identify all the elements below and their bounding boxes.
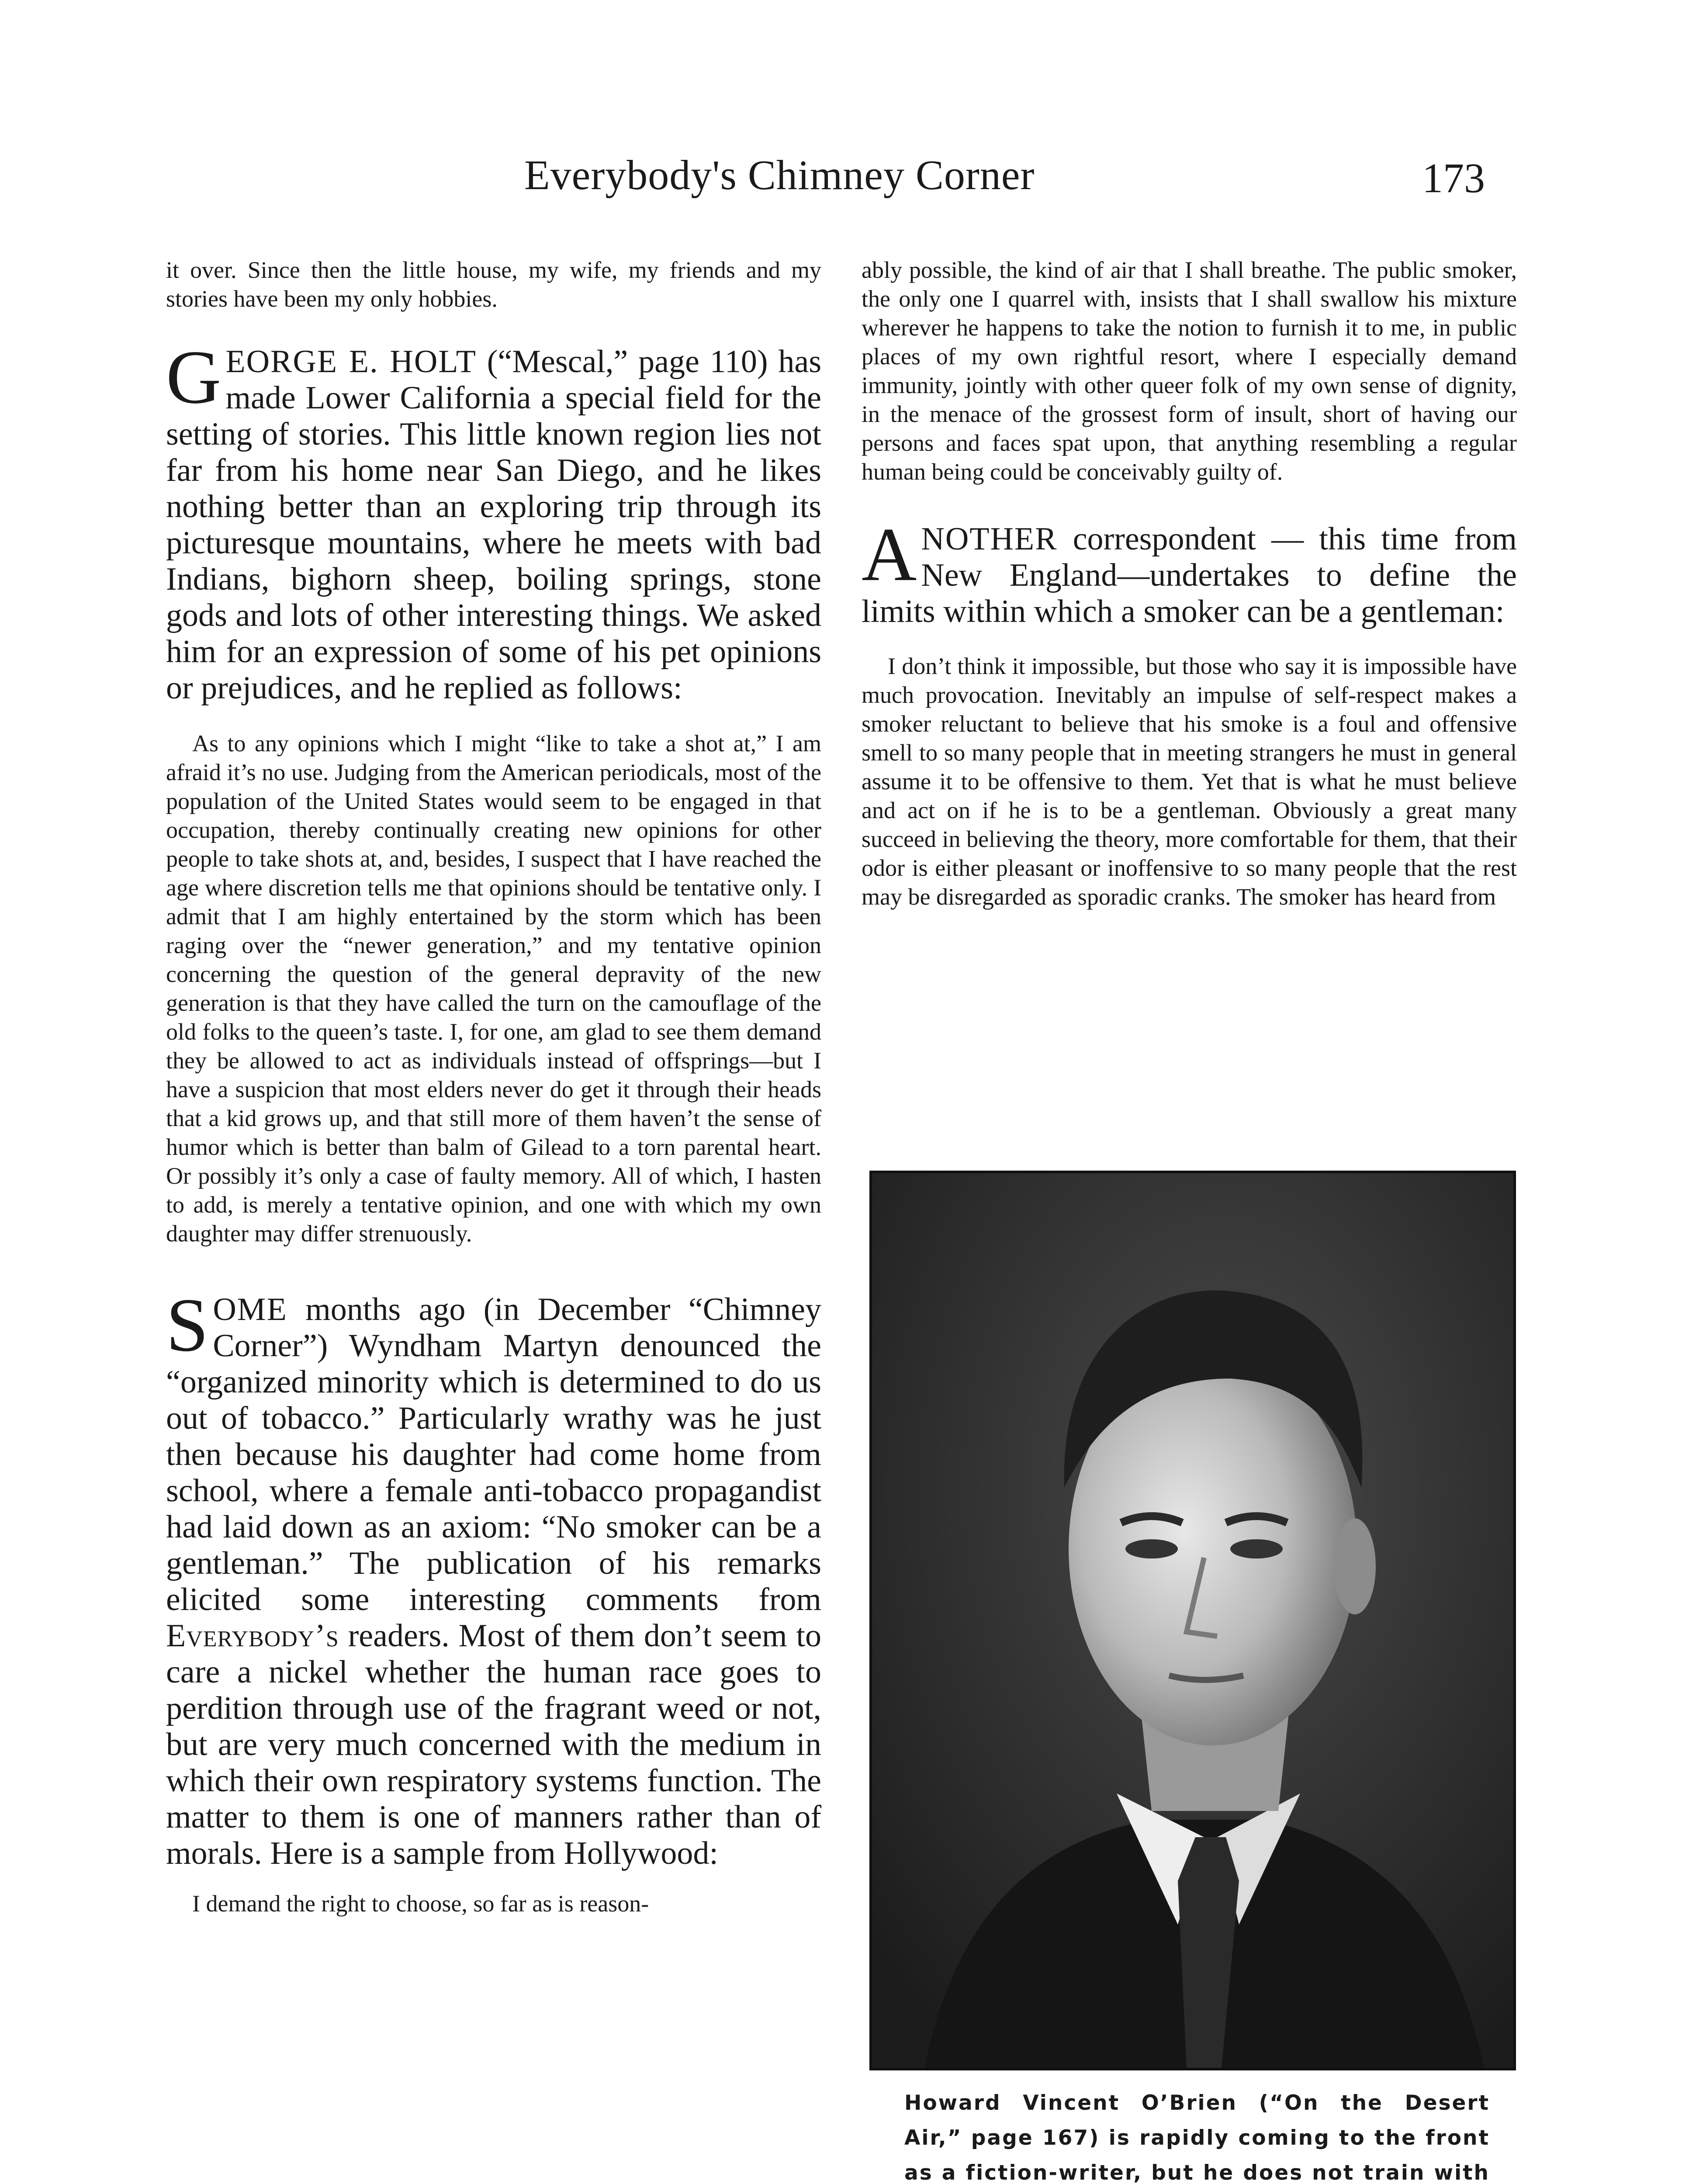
another-correspondent-paragraph [862,512,1517,630]
holt-intro-paragraph [166,335,821,706]
some-lead-text: OME [213,1292,287,1327]
drop-cap-s: S [166,1282,209,1367]
drop-cap-g: G [166,335,222,419]
some-body-text-1: months ago (in December “Chimney Corner”) Wyndham Martyn denounced the “organized minority which is determined to do us out of tobacco.” Particularly wrathy was he just then because his daughter had come home from school, where a female anti-tobacco propagandist had laid down as an axiom: “No smoker can be a gentleman.” The publication of his remarks elicited some interesting comments from [166,1292,821,1617]
holt-lead-text: EORGE E. HOLT [225,344,477,380]
magazine-name: Everybody’s [166,1618,339,1654]
running-title: Everybody's Chimney Corner [524,152,1035,198]
photo-caption: Howard Vincent O’Brien (“On the Desert Air,” page 167) is rapidly coming to the front as a fiction-writer, but he does not train with [904,2091,1490,2184]
left-column [166,256,821,1918]
new-england-quote: I don’t think it impossible, but those who say it is impossible have much provocation. Inevitably an impulse of self-respect makes a smoker reluctant to believe that his smoke is a foul and offensive smell to so many people that in meeting strangers he must in general assume it to be offensive to them. Yet that is what he must believe and act on if he is to be a gentleman. Obviously a great many succeed in believing the theory, more comfortable for them, that their odor is either pleasant or inoffensive to so many people that the rest may be disregarded as sporadic cranks. The smoker has heard from [862,653,1517,910]
holt-body-text: (“Mescal,” page 110) has made Lower California a special field for the setting of stories. This little known region lies not far from his home near San Diego, and he likes nothing better than an exploring trip through its picturesque mountains, where he meets with bad Indians, bighorn sheep, boiling springs, stone gods and lots of other interesting things. We asked him for an expression of some of his pet opinions or prejudices, and he replied as follows: [166,344,821,706]
another-lead-text: NOTHER [921,521,1058,557]
right-column [862,256,1517,911]
portrait-photograph [869,1171,1516,2070]
hollywood-quote-start: I demand the right to choose, so far as is reason- [192,1890,649,1917]
another-body-text: correspondent — this time from New England—undertakes to define the limits within which a smoker can be a gentleman: [862,521,1517,629]
portrait-figure [872,1173,1513,2068]
some-body-text-2: readers. Most of them don’t seem to care a nickel whether the human race goes to perdition through use of the fragrant weed or not, but are very much concerned with the medium in which their own respiratory systems function. The matter to them is one of manners rather than of morals. Here is a sample from Hollywood: [166,1618,821,1871]
hollywood-quote-continued: ably possible, the kind of air that I shall breathe. The public smoker, the only one I quarrel with, insists that I shall swallow his mixture wherever he happens to take the notion to furnish it to me, in public places of my own rightful resort, where I especially demand immunity, jointly with other queer folk of my own sense of dignity, in the menace of the grossest form of insult, short of having our persons and faces spat upon, that anything resembling a regular human being could be conceivably guilty of. [862,257,1517,485]
some-months-paragraph [166,1282,821,1872]
opening-paragraph: it over. Since then the little house, my wife, my friends and my stories have been my only hobbies. [166,257,821,312]
page-number: 173 [1422,155,1485,201]
drop-cap-a: A [862,512,917,597]
holt-quote: As to any opinions which I might “like to take a shot at,” I am afraid it’s no use. Judging from the American periodicals, most of the population of the United States would seem to be engaged in that occupation, thereby continually creating new opinions for other people to take shots at, and, besides, I suspect that I have reached the age where discretion tells me that opinions should be tentative only. I admit that I am highly entertained by the storm which has been raging over the “newer generation,” and my tentative opinion concerning the question of the general depravity of the new generation is that they have called the turn on the camouflage of the old folks to the queen’s taste. I, for one, am glad to see them demand they be allowed to act as individuals instead of offsprings—but I have a suspicion that most elders never do get it through their heads that a kid grows up, and that still more of them haven’t the sense of humor which is better than balm of Gilead to a torn parental heart. Or possibly it’s only a case of faulty memory. All of which, I hasten to add, is merely a tentative opinion, and one with which my own daughter may differ strenuously. [166,730,821,1247]
